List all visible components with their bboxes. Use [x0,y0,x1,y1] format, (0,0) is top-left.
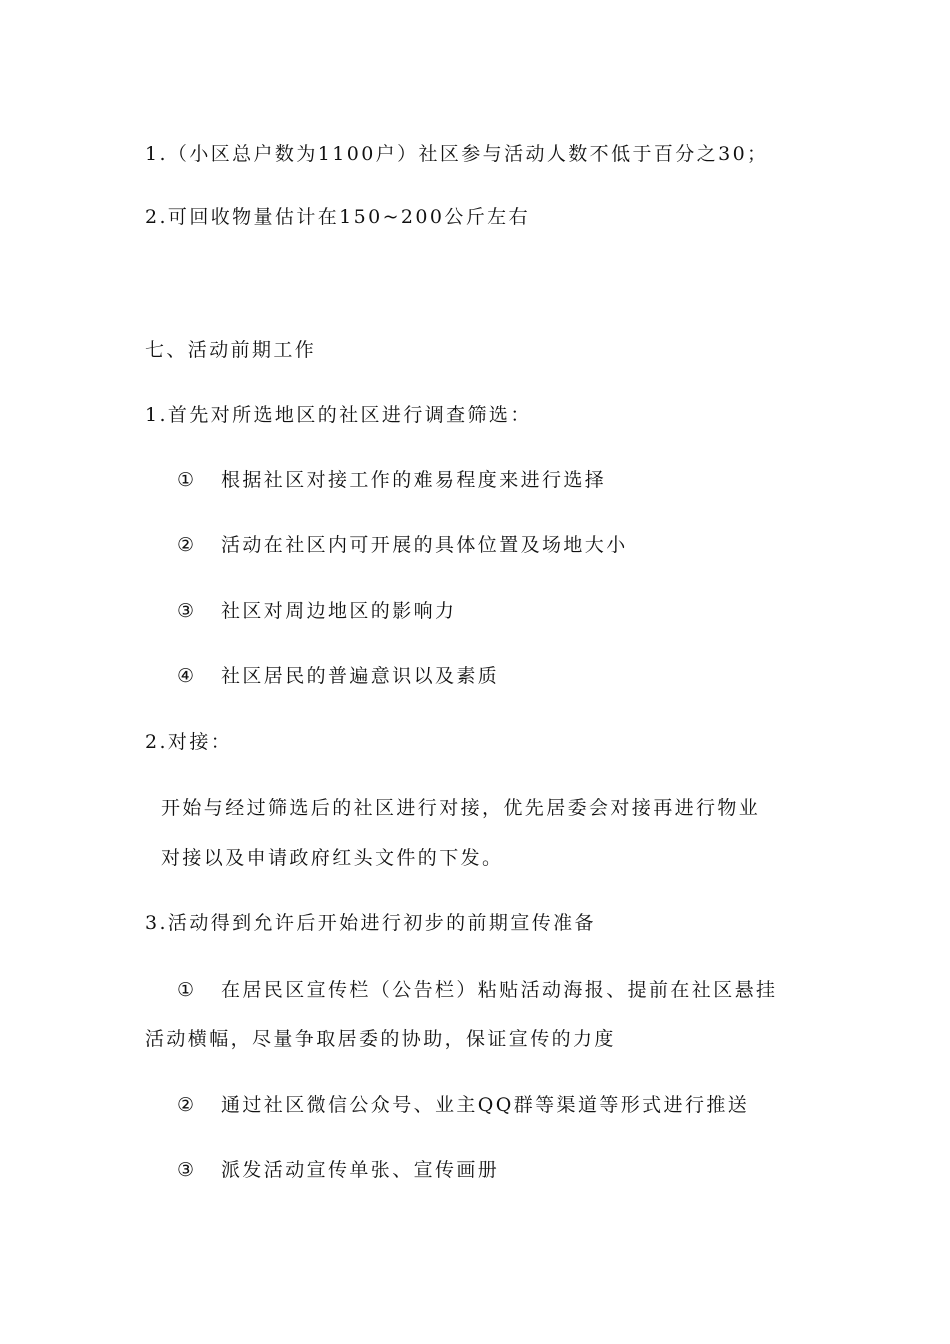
item-marker: ④ [177,665,197,687]
item-marker: ② [177,534,197,556]
line-text: 3.活动得到允许后开始进行初步的前期宣传准备 [145,912,596,934]
step-3-heading [145,910,596,936]
step-2-paragraph-line-2 [161,845,503,871]
line-text: 派发活动宣传单张、宣传画册 [221,1159,500,1181]
item-marker: ① [177,979,197,1001]
step-1-item-3 [177,598,456,624]
item-marker: ① [177,469,197,491]
item-marker: ③ [177,1159,197,1181]
item-marker: ② [177,1094,197,1116]
section-heading [145,337,316,363]
line-text: 1.首先对所选地区的社区进行调查筛选： [145,404,532,426]
line-text: 社区居民的普遍意识以及素质 [221,665,500,687]
line-text: 2.对接： [145,731,233,753]
step-3-item-3 [177,1157,499,1183]
line-text: 活动在社区内可开展的具体位置及场地大小 [221,534,628,556]
step-3-item-2 [177,1092,749,1118]
line-text: 通过社区微信公众号、业主QQ群等渠道等形式进行推送 [221,1094,750,1116]
line-text: 开始与经过筛选后的社区进行对接，优先居委会对接再进行物业 [161,797,761,819]
line-text: 七、活动前期工作 [145,339,317,361]
step-3-item-1 [177,977,777,1003]
step-2-heading [145,729,232,755]
target-participation [145,141,768,167]
line-text: 2.可回收物量估计在150~200公斤左右 [145,206,530,228]
step-3-item-1-continuation [145,1026,616,1052]
line-text: 在居民区宣传栏（公告栏）粘贴活动海报、提前在社区悬挂 [221,979,778,1001]
line-text: 对接以及申请政府红头文件的下发。 [161,847,504,869]
item-marker: ③ [177,600,197,622]
step-1-item-2 [177,532,628,558]
step-1-heading [145,402,532,428]
target-recyclables [145,204,530,230]
line-text: 根据社区对接工作的难易程度来进行选择 [221,469,607,491]
line-text: 活动横幅，尽量争取居委的协助，保证宣传的力度 [145,1028,616,1050]
line-text: 社区对周边地区的影响力 [221,600,457,622]
step-1-item-4 [177,663,499,689]
line-text: 1.（小区总户数为1100户）社区参与活动人数不低于百分之30； [145,143,769,165]
step-1-item-1 [177,467,606,493]
step-2-paragraph-line-1 [161,795,760,821]
